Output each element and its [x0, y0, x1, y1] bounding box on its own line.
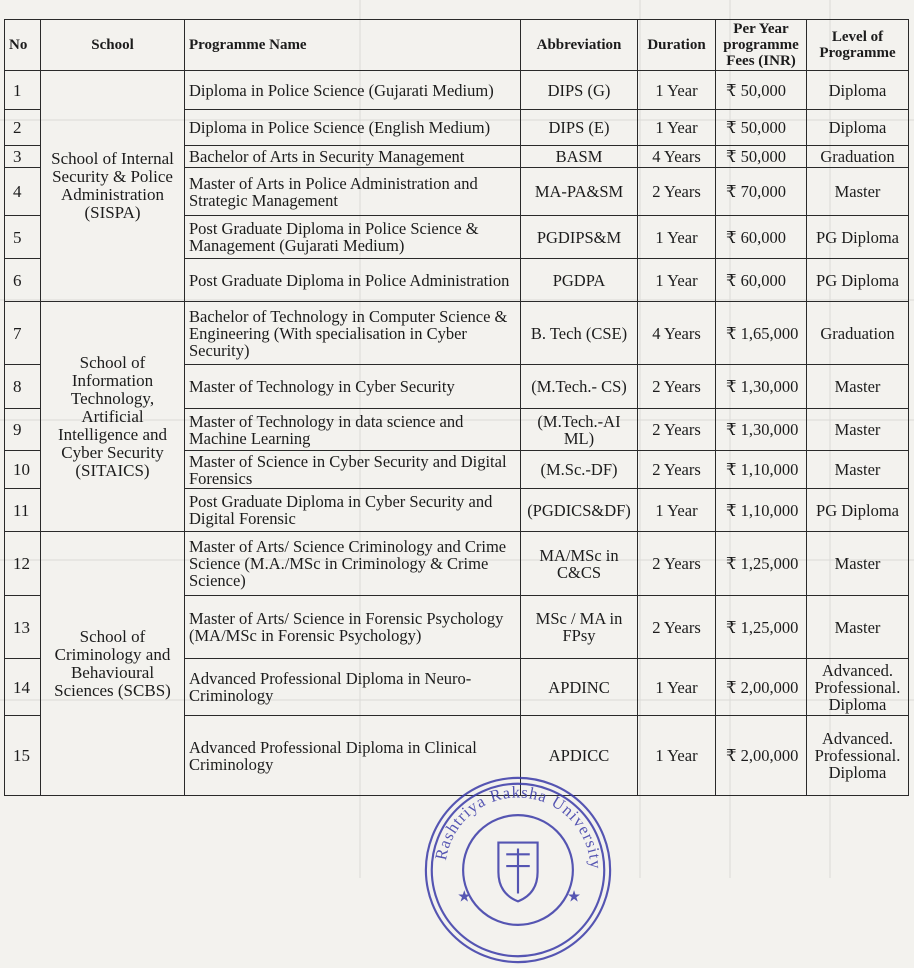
abbreviation: MA/MSc in C&CS [521, 532, 638, 596]
duration: 1 Year [638, 659, 716, 716]
programme-name: Master of Arts in Police Administration and Strategic Management [185, 168, 521, 216]
programme-name: Master of Technology in Cyber Security [185, 365, 521, 409]
duration: 4 Years [638, 146, 716, 168]
fees: ₹ 2,00,000 [716, 659, 807, 716]
row-number: 5 [5, 216, 41, 259]
duration: 1 Year [638, 489, 716, 532]
school-name: School of Criminology and Behavioural Sciences (SCBS) [41, 532, 185, 796]
duration: 2 Years [638, 168, 716, 216]
fees: ₹ 1,10,000 [716, 489, 807, 532]
fees: ₹ 1,25,000 [716, 596, 807, 659]
row-number: 15 [5, 716, 41, 796]
svg-text:★: ★ [567, 886, 582, 906]
programme-name: Master of Science in Cyber Security and Digital Forensics [185, 451, 521, 489]
abbreviation: (M.Sc.-DF) [521, 451, 638, 489]
row-number: 10 [5, 451, 41, 489]
programme-name: Diploma in Police Science (English Medium) [185, 110, 521, 146]
fees: ₹ 1,30,000 [716, 365, 807, 409]
duration: 1 Year [638, 71, 716, 110]
row-number: 7 [5, 302, 41, 365]
programme-level: Master [807, 168, 909, 216]
fees: ₹ 60,000 [716, 216, 807, 259]
abbreviation: (M.Tech.- CS) [521, 365, 638, 409]
school-name: School of Internal Security & Police Administration (SISPA) [41, 71, 185, 302]
fees: ₹ 1,10,000 [716, 451, 807, 489]
table-header-row [5, 20, 909, 71]
programme-name: Diploma in Police Science (Gujarati Medium) [185, 71, 521, 110]
row-number: 14 [5, 659, 41, 716]
programme-level: Master [807, 596, 909, 659]
svg-text:★: ★ [457, 886, 472, 906]
duration: 2 Years [638, 532, 716, 596]
header-duration: Duration [638, 20, 716, 71]
abbreviation: MA-PA&SM [521, 168, 638, 216]
programme-level: Diploma [807, 71, 909, 110]
abbreviation: DIPS (E) [521, 110, 638, 146]
fees: ₹ 50,000 [716, 146, 807, 168]
fees: ₹ 1,25,000 [716, 532, 807, 596]
table-row [5, 71, 909, 110]
abbreviation: B. Tech (CSE) [521, 302, 638, 365]
programme-name: Post Graduate Diploma in Police Science & Management (Gujarati Medium) [185, 216, 521, 259]
fees: ₹ 60,000 [716, 259, 807, 302]
programme-name: Advanced Professional Diploma in Neuro-Criminology [185, 659, 521, 716]
table-row [5, 532, 909, 596]
fees: ₹ 2,00,000 [716, 716, 807, 796]
duration: 1 Year [638, 716, 716, 796]
fees: ₹ 50,000 [716, 110, 807, 146]
programme-name: Bachelor of Arts in Security Management [185, 146, 521, 168]
row-number: 2 [5, 110, 41, 146]
header-fees: Per Year programme Fees (INR) [716, 20, 807, 71]
duration: 1 Year [638, 110, 716, 146]
programme-level: PG Diploma [807, 216, 909, 259]
fees: ₹ 50,000 [716, 71, 807, 110]
duration: 1 Year [638, 216, 716, 259]
university-seal-stamp [420, 772, 616, 968]
programme-level: Advanced. Professional. Diploma [807, 716, 909, 796]
abbreviation: MSc / MA in FPsy [521, 596, 638, 659]
programme-level: Diploma [807, 110, 909, 146]
programme-name: Post Graduate Diploma in Police Administration [185, 259, 521, 302]
programme-name: Advanced Professional Diploma in Clinical Criminology [185, 716, 521, 796]
fees: ₹ 70,000 [716, 168, 807, 216]
header-level: Level of Programme [807, 20, 909, 71]
abbreviation: (M.Tech.-AI ML) [521, 409, 638, 451]
row-number: 1 [5, 71, 41, 110]
programme-level: Advanced. Professional. Diploma [807, 659, 909, 716]
school-name: School of Information Technology, Artificial Intelligence and Cyber Security (SITAICS) [41, 302, 185, 532]
programme-level: PG Diploma [807, 489, 909, 532]
programme-name: Post Graduate Diploma in Cyber Security and Digital Forensic [185, 489, 521, 532]
row-number: 4 [5, 168, 41, 216]
row-number: 9 [5, 409, 41, 451]
row-number: 12 [5, 532, 41, 596]
abbreviation: PGDIPS&M [521, 216, 638, 259]
programme-name: Bachelor of Technology in Computer Science & Engineering (With specialisation in Cyber Security) [185, 302, 521, 365]
programme-level: Graduation [807, 146, 909, 168]
row-number: 6 [5, 259, 41, 302]
programme-level: Master [807, 365, 909, 409]
row-number: 13 [5, 596, 41, 659]
seal-text: Rashtriya Raksha University [431, 782, 606, 871]
abbreviation: BASM [521, 146, 638, 168]
programme-name: Master of Technology in data science and Machine Learning [185, 409, 521, 451]
programme-level: Master [807, 532, 909, 596]
duration: 1 Year [638, 259, 716, 302]
duration: 2 Years [638, 451, 716, 489]
programme-name: Master of Arts/ Science in Forensic Psychology (MA/MSc in Forensic Psychology) [185, 596, 521, 659]
programme-level: PG Diploma [807, 259, 909, 302]
programme-level: Master [807, 409, 909, 451]
abbreviation: PGDPA [521, 259, 638, 302]
duration: 2 Years [638, 365, 716, 409]
programme-fees-table [4, 19, 909, 796]
programme-name: Master of Arts/ Science Criminology and Crime Science (M.A./MSc in Criminology & Crime Science) [185, 532, 521, 596]
duration: 4 Years [638, 302, 716, 365]
header-abbreviation: Abbreviation [521, 20, 638, 71]
abbreviation: APDINC [521, 659, 638, 716]
row-number: 11 [5, 489, 41, 532]
header-school: School [41, 20, 185, 71]
header-programme: Programme Name [185, 20, 521, 71]
fees: ₹ 1,65,000 [716, 302, 807, 365]
row-number: 3 [5, 146, 41, 168]
row-number: 8 [5, 365, 41, 409]
abbreviation: DIPS (G) [521, 71, 638, 110]
fees: ₹ 1,30,000 [716, 409, 807, 451]
table-row [5, 302, 909, 365]
abbreviation: (PGDICS&DF) [521, 489, 638, 532]
duration: 2 Years [638, 596, 716, 659]
abbreviation: APDICC [521, 716, 638, 796]
header-no: No [5, 20, 41, 71]
programme-level: Graduation [807, 302, 909, 365]
duration: 2 Years [638, 409, 716, 451]
programme-level: Master [807, 451, 909, 489]
